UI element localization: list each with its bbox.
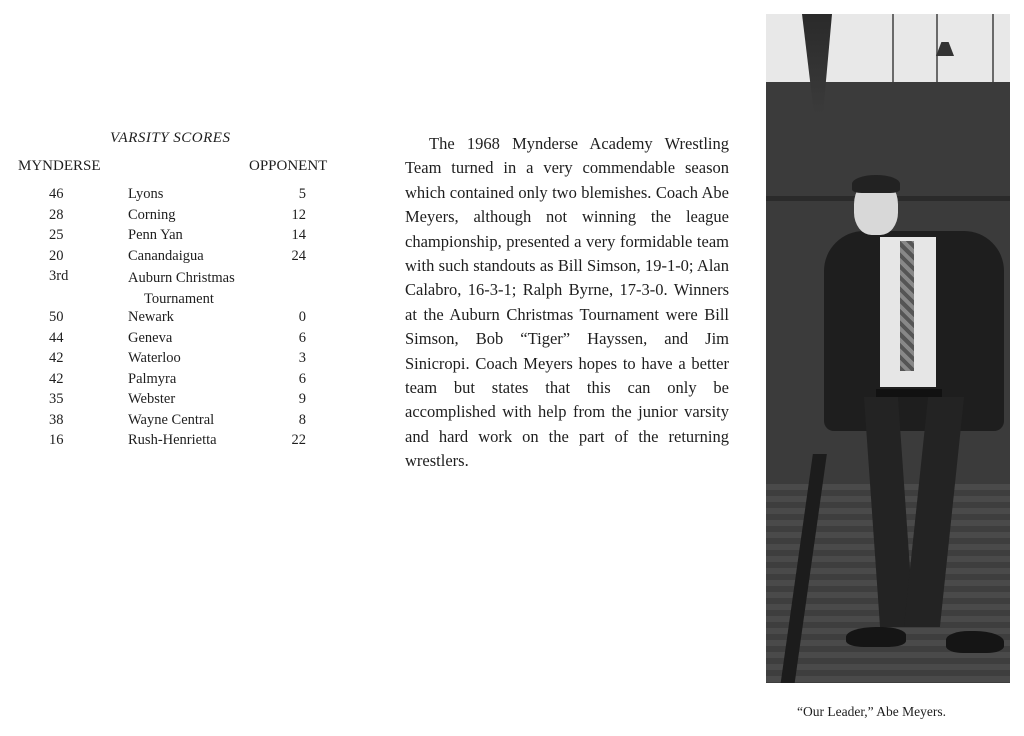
opponent-score: 6 <box>298 329 306 346</box>
mynderse-score: 35 <box>49 391 64 407</box>
scores-title: VARSITY SCORES <box>110 130 231 146</box>
opponent-score: 12 <box>291 206 306 223</box>
column-header-mynderse: MYNDERSE <box>18 158 101 174</box>
article-paragraph: The 1968 Mynderse Academy Wrestling Team turned in a very commendable season which contained only two blemishes. Coach Abe Meyers, although not winning the league championship, presented a very formidable team with such standouts as Bill Simson, 19-1-0; Alan Calabro, 16-3-1; Ralph Byrne, 17-3-0. Winners at the Auburn Christmas Tournament were Bill Simson, Bob “Tiger” Hayssen, and Jim Sinicropi. Coach Meyers hopes to have a better team but states that this can only be accomplished with help from the junior varsity and hard work on the part of the returning wrestlers. <box>405 134 729 471</box>
opponent-score: 5 <box>298 186 306 202</box>
mynderse-placement: 3rd <box>49 268 69 284</box>
article-text <box>405 132 729 474</box>
mynderse-score: 16 <box>49 432 64 448</box>
opponent-score: 14 <box>291 227 306 243</box>
mynderse-score: 38 <box>49 411 64 428</box>
team-line-1: Auburn Christmas <box>128 270 235 286</box>
opponent-team: Lyons <box>128 186 164 202</box>
column-header-opponent: OPPONENT <box>249 158 328 174</box>
team-line-2: Tournament <box>144 290 214 307</box>
gym-windows <box>766 14 1010 82</box>
coach-photo <box>766 14 1010 683</box>
opponent-team: Webster <box>128 391 176 407</box>
table-row <box>0 268 350 309</box>
coach-figure <box>824 179 1004 669</box>
opponent-score: 8 <box>298 411 306 428</box>
opponent-team: Waterloo <box>128 350 181 366</box>
opponent-score: 6 <box>298 370 306 387</box>
table-row <box>0 248 350 269</box>
opponent-team: Newark <box>128 309 174 325</box>
opponent-score: 0 <box>298 309 306 325</box>
opponent-score: 24 <box>291 247 306 264</box>
opponent-team: Corning <box>128 206 176 223</box>
mynderse-score: 28 <box>49 206 64 223</box>
table-row <box>0 412 350 433</box>
opponent-team: Wayne Central <box>128 411 215 428</box>
table-row <box>0 186 350 207</box>
table-row <box>0 309 350 330</box>
mynderse-score: 42 <box>49 350 64 366</box>
mynderse-score: 42 <box>49 370 64 387</box>
table-row <box>0 207 350 228</box>
opponent-score: 3 <box>298 350 306 366</box>
table-row <box>0 350 350 371</box>
scores-rows <box>0 186 350 453</box>
opponent-team: Canandaigua <box>128 247 204 264</box>
mynderse-score: 25 <box>49 227 64 243</box>
mynderse-score: 46 <box>49 186 64 202</box>
table-row <box>0 227 350 248</box>
opponent-team: Penn Yan <box>128 227 183 243</box>
opponent-team <box>128 268 235 309</box>
table-row <box>0 371 350 392</box>
opponent-team: Palmyra <box>128 370 177 387</box>
opponent-team: Geneva <box>128 329 173 346</box>
photo-caption: “Our Leader,” Abe Meyers. <box>797 704 947 719</box>
opponent-score: 22 <box>291 432 306 448</box>
mynderse-score: 44 <box>49 329 64 346</box>
mynderse-score: 50 <box>49 309 64 325</box>
opponent-score: 9 <box>298 391 306 407</box>
mynderse-score: 20 <box>49 247 64 264</box>
table-row <box>0 330 350 351</box>
opponent-team: Rush-Henrietta <box>128 432 217 448</box>
table-row <box>0 391 350 412</box>
table-row <box>0 432 350 453</box>
